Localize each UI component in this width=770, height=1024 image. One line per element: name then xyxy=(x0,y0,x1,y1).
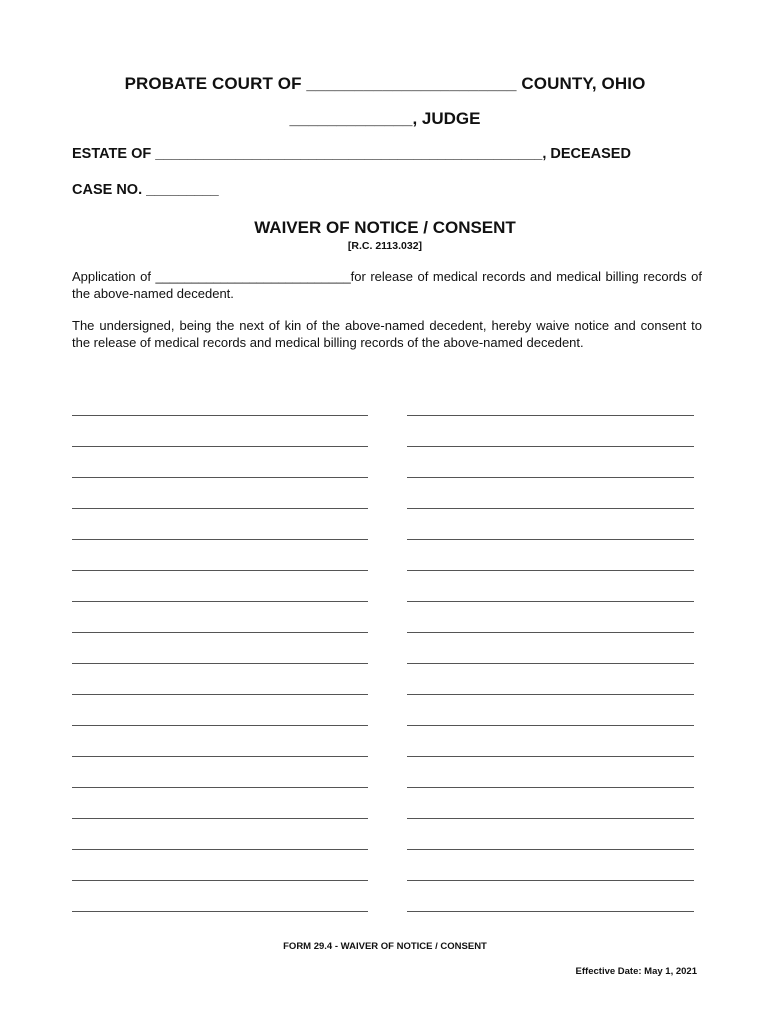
signature-line[interactable] xyxy=(407,664,694,695)
signature-line[interactable] xyxy=(407,385,694,416)
signature-line[interactable] xyxy=(407,726,694,757)
consent-paragraph: The undersigned, being the next of kin of the above-named decedent, hereby waive notice and consent to the release of medical records and medical billing records of the above-named decedent. xyxy=(72,318,702,350)
signature-line[interactable] xyxy=(72,757,368,788)
signature-column-left xyxy=(72,385,368,912)
signature-line[interactable] xyxy=(407,509,694,540)
signature-line[interactable] xyxy=(407,540,694,571)
signature-line[interactable] xyxy=(72,602,368,633)
signature-column-right xyxy=(407,385,694,912)
signature-line[interactable] xyxy=(407,602,694,633)
judge-line: _____________, JUDGE xyxy=(289,109,481,128)
signature-line[interactable] xyxy=(72,540,368,571)
form-title: WAIVER OF NOTICE / CONSENT xyxy=(254,218,516,237)
effective-date: Effective Date: May 1, 2021 xyxy=(575,966,697,977)
signature-line[interactable] xyxy=(72,509,368,540)
signature-line[interactable] xyxy=(72,819,368,850)
signature-line[interactable] xyxy=(72,447,368,478)
signature-line[interactable] xyxy=(407,850,694,881)
signature-line[interactable] xyxy=(407,478,694,509)
signature-line[interactable] xyxy=(72,416,368,447)
signature-line[interactable] xyxy=(407,416,694,447)
signature-line[interactable] xyxy=(407,695,694,726)
signature-line[interactable] xyxy=(72,478,368,509)
signature-line[interactable] xyxy=(407,633,694,664)
signature-line[interactable] xyxy=(407,571,694,602)
signature-line[interactable] xyxy=(72,695,368,726)
signature-line[interactable] xyxy=(72,633,368,664)
signature-line[interactable] xyxy=(407,881,694,912)
signature-line[interactable] xyxy=(407,788,694,819)
signature-line[interactable] xyxy=(72,571,368,602)
statute-reference: [R.C. 2113.032] xyxy=(347,240,423,252)
signature-line[interactable] xyxy=(72,664,368,695)
court-title: PROBATE COURT OF ______________________ COUNTY, OHIO xyxy=(124,74,646,93)
signature-line[interactable] xyxy=(72,726,368,757)
case-number-line: CASE NO. _________ xyxy=(72,182,219,198)
signature-line[interactable] xyxy=(407,757,694,788)
application-paragraph: Application of ___________________________for release of medical records and medical billing records of the above-named decedent. xyxy=(72,269,702,301)
signature-line[interactable] xyxy=(72,788,368,819)
signature-line[interactable] xyxy=(407,819,694,850)
estate-line: ESTATE OF ________________________________________________, DECEASED xyxy=(72,146,631,162)
signature-line[interactable] xyxy=(72,385,368,416)
signature-line[interactable] xyxy=(407,447,694,478)
signature-line[interactable] xyxy=(72,850,368,881)
form-footer-name: FORM 29.4 - WAIVER OF NOTICE / CONSENT xyxy=(283,941,487,952)
signature-line[interactable] xyxy=(72,881,368,912)
